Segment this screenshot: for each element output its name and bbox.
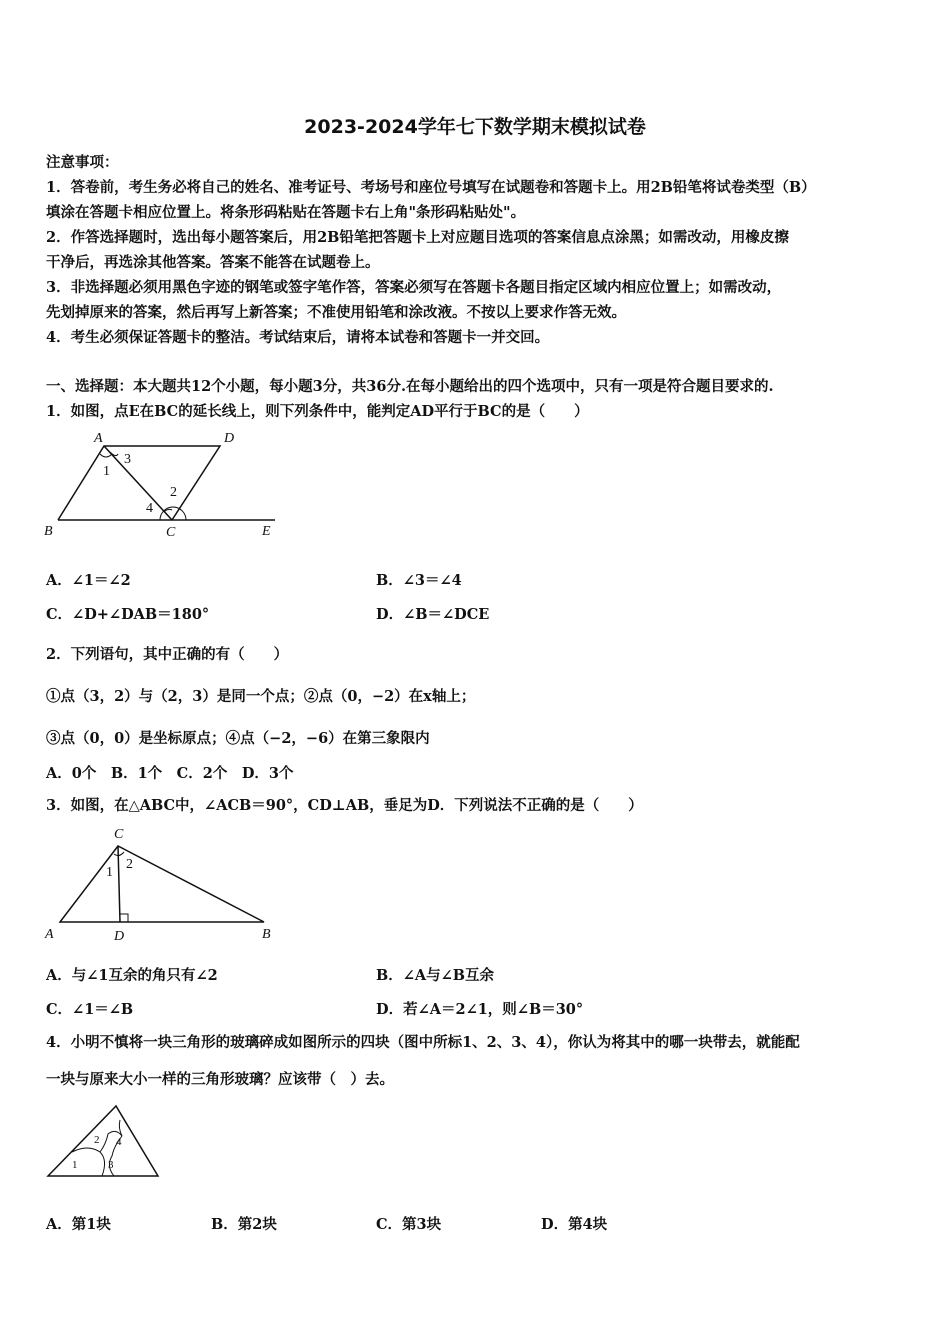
q2-statement-line: ③点（0，0）是坐标原点；④点（−2，−6）在第三象限内 bbox=[46, 730, 430, 747]
label-C: C bbox=[166, 525, 176, 540]
angle-label-3: 3 bbox=[124, 452, 131, 467]
q2-options[interactable]: A．0个 B．1个 C．2个 D．3个 bbox=[46, 765, 294, 782]
label-A: A bbox=[45, 927, 54, 942]
notice-line: 2．作答选择题时，选出每小题答案后，用2B铅笔把答题卡上对应题目选项的答案信息点涂黑；如需改动，用橡皮擦 bbox=[46, 229, 789, 246]
label-D: D bbox=[224, 431, 235, 446]
label-B: B bbox=[44, 524, 53, 539]
label-B: B bbox=[262, 927, 271, 942]
section-heading: 一、选择题：本大题共12个小题，每小题3分，共36分.在每小题给出的四个选项中，只有一项是符合题目要求的. bbox=[46, 378, 774, 395]
label-D: D bbox=[114, 929, 125, 944]
page-title: 2023-2024学年七下数学期末模拟试卷 bbox=[304, 116, 646, 138]
notice-line: 干净后，再选涂其他答案。答案不能答在试题卷上。 bbox=[46, 254, 380, 271]
piece-label-4: 4 bbox=[116, 1136, 122, 1148]
piece-label-2: 2 bbox=[94, 1134, 100, 1146]
angle-label-4: 4 bbox=[146, 501, 153, 516]
q1-option-d[interactable]: D．∠B＝∠DCE bbox=[376, 606, 490, 623]
q1-option-c[interactable]: C．∠D+∠DAB＝180° bbox=[46, 606, 210, 623]
q3-option-a[interactable]: A．与∠1互余的角只有∠2 bbox=[46, 967, 218, 984]
q4-option-c[interactable]: C．第3块 bbox=[376, 1216, 442, 1233]
question-1-stem: 1．如图，点E在BC的延长线上，则下列条件中，能判定AD平行于BC的是（ ） bbox=[46, 403, 589, 420]
notice-line: 3．非选择题必须用黑色字迹的钢笔或签字笔作答，答案必须写在答题卡各题目指定区域内相应位置上；如需改动， bbox=[46, 279, 782, 296]
piece-label-3: 3 bbox=[108, 1159, 114, 1171]
angle-label-1: 1 bbox=[103, 464, 110, 479]
q4-option-a[interactable]: A．第1块 bbox=[46, 1216, 111, 1233]
notice-line: 4．考生必须保证答题卡的整洁。考试结束后，请将本试卷和答题卡一并交回。 bbox=[46, 329, 550, 346]
label-E: E bbox=[262, 524, 271, 539]
label-A: A bbox=[94, 431, 103, 446]
right-triangle-figure bbox=[40, 822, 280, 944]
broken-glass-figure bbox=[42, 1100, 164, 1182]
q1-option-b[interactable]: B．∠3＝∠4 bbox=[376, 572, 462, 589]
notice-line: 1．答卷前，考生务必将自己的姓名、准考证号、考场号和座位号填写在试题卷和答题卡上。用2B铅笔将试卷类型（B） bbox=[46, 179, 816, 196]
q4-option-b[interactable]: B．第2块 bbox=[211, 1216, 277, 1233]
q4-option-d[interactable]: D．第4块 bbox=[541, 1216, 608, 1233]
question-2-stem: 2．下列语句，其中正确的有（ ） bbox=[46, 646, 289, 663]
angle-label-2: 2 bbox=[126, 857, 133, 872]
q1-option-a[interactable]: A．∠1＝∠2 bbox=[46, 572, 131, 589]
parallelogram-figure bbox=[40, 428, 290, 543]
notice-line: 先划掉原来的答案，然后再写上新答案；不准使用铅笔和涂改液。不按以上要求作答无效。 bbox=[46, 304, 626, 321]
angle-label-2: 2 bbox=[170, 485, 177, 500]
notice-line: 填涂在答题卡相应位置上。将条形码粘贴在答题卡右上角"条形码粘贴处"。 bbox=[46, 204, 526, 221]
q3-option-b[interactable]: B．∠A与∠B互余 bbox=[376, 967, 495, 984]
question-3-stem: 3．如图，在△ABC中，∠ACB＝90°，CD⊥AB，垂足为D．下列说法不正确的是（ ） bbox=[46, 797, 643, 814]
question-4-stem: 4．小明不慎将一块三角形的玻璃碎成如图所示的四块（图中所标1、2、3、4），你认为将其中的哪一块带去，就能配 bbox=[46, 1034, 800, 1051]
notice-heading: 注意事项： bbox=[46, 154, 119, 171]
q3-option-d[interactable]: D．若∠A＝2∠1，则∠B＝30° bbox=[376, 1001, 584, 1018]
q3-option-c[interactable]: C．∠1＝∠B bbox=[46, 1001, 134, 1018]
angle-label-1: 1 bbox=[106, 865, 113, 880]
question-4-stem: 一块与原来大小一样的三角形玻璃？应该带（ ）去。 bbox=[46, 1071, 394, 1088]
label-C: C bbox=[114, 827, 124, 842]
q2-statement-line: ①点（3，2）与（2，3）是同一个点；②点（0，−2）在x轴上； bbox=[46, 688, 476, 705]
piece-label-1: 1 bbox=[72, 1159, 78, 1171]
